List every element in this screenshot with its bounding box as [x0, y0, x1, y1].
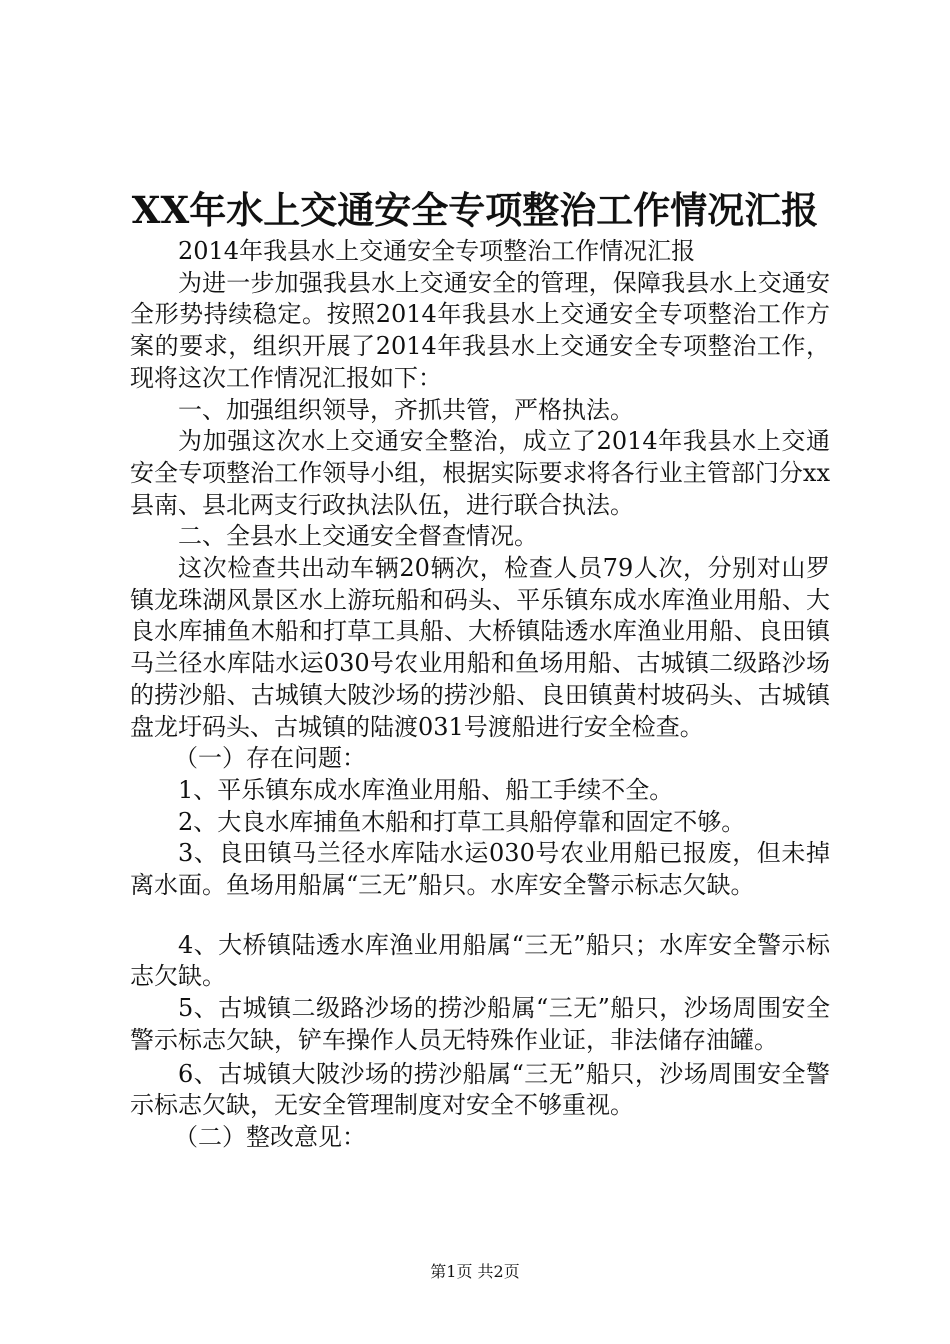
- page-footer: 第1页 共2页: [430, 1262, 520, 1281]
- problem-item-2: 2、大良水库捕鱼木船和打草工具船停靠和固定不够。: [178, 807, 746, 836]
- document-title: XX年水上交通安全专项整治工作情况汇报: [131, 188, 819, 232]
- document-body: [130, 236, 830, 1154]
- problem-item-3: 3、良田镇马兰径水库陆水运030号农业用船已报废，但未掉离水面。鱼场用船属“三无”船只。水库安全警示标志欠缺。: [130, 839, 830, 900]
- problem-item-1: 1、平乐镇东成水库渔业用船、船工手续不全。: [178, 775, 674, 804]
- subheading-rectification: （二）整改意见：: [174, 1122, 366, 1151]
- report-subtitle-paragraph: 2014年我县水上交通安全专项整治工作情况汇报: [178, 237, 696, 265]
- leadership-paragraph: 为加强这次水上交通安全整治，成立了2014年我县水上交通安全专项整治工作领导小组，根据实际要求将各行业主管部门分xx县南、县北两支行政执法队伍，进行联合执法。: [130, 427, 830, 519]
- intro-paragraph: 为进一步加强我县水上交通安全的管理，保障我县水上交通安全形势持续稳定。按照2014年我县水上交通安全专项整治工作方案的要求，组织开展了2014年我县水上交通安全专项整治工作，现将这次工作情况汇报如下：: [130, 268, 830, 392]
- problem-item-5: 5、古城镇二级路沙场的捞沙船属“三无”船只，沙场周围安全警示标志欠缺，铲车操作人员无特殊作业证，非法储存油罐。: [130, 994, 830, 1054]
- problem-item-4: 4、大桥镇陆透水库渔业用船属“三无”船只；水库安全警示标志欠缺。: [130, 930, 830, 991]
- section-heading-1: 一、加强组织领导，齐抓共管，严格执法。: [178, 395, 634, 424]
- section-heading-2: 二、全县水上交通安全督查情况。: [178, 522, 538, 551]
- subheading-problems: （一）存在问题：: [174, 744, 366, 773]
- problem-item-6: 6、古城镇大陂沙场的捞沙船属“三无”船只，沙场周围安全警示标志欠缺，无安全管理制度对安全不够重视。: [130, 1059, 830, 1120]
- inspection-paragraph: 这次检查共出动车辆20辆次，检查人员79人次，分别对山罗镇龙珠湖风景区水上游玩船和码头、平乐镇东成水库渔业用船、大良水库捕鱼木船和打草工具船、大桥镇陆透水库渔业用船、良田镇马兰径水库陆水运030号农业用船和鱼场用船、古城镇二级路沙场的捞沙船、古城镇大陂沙场的捞沙船、良田镇黄村坡码头、古城镇盘龙圩码头、古城镇的陆渡031号渡船进行安全检查。: [130, 554, 830, 741]
